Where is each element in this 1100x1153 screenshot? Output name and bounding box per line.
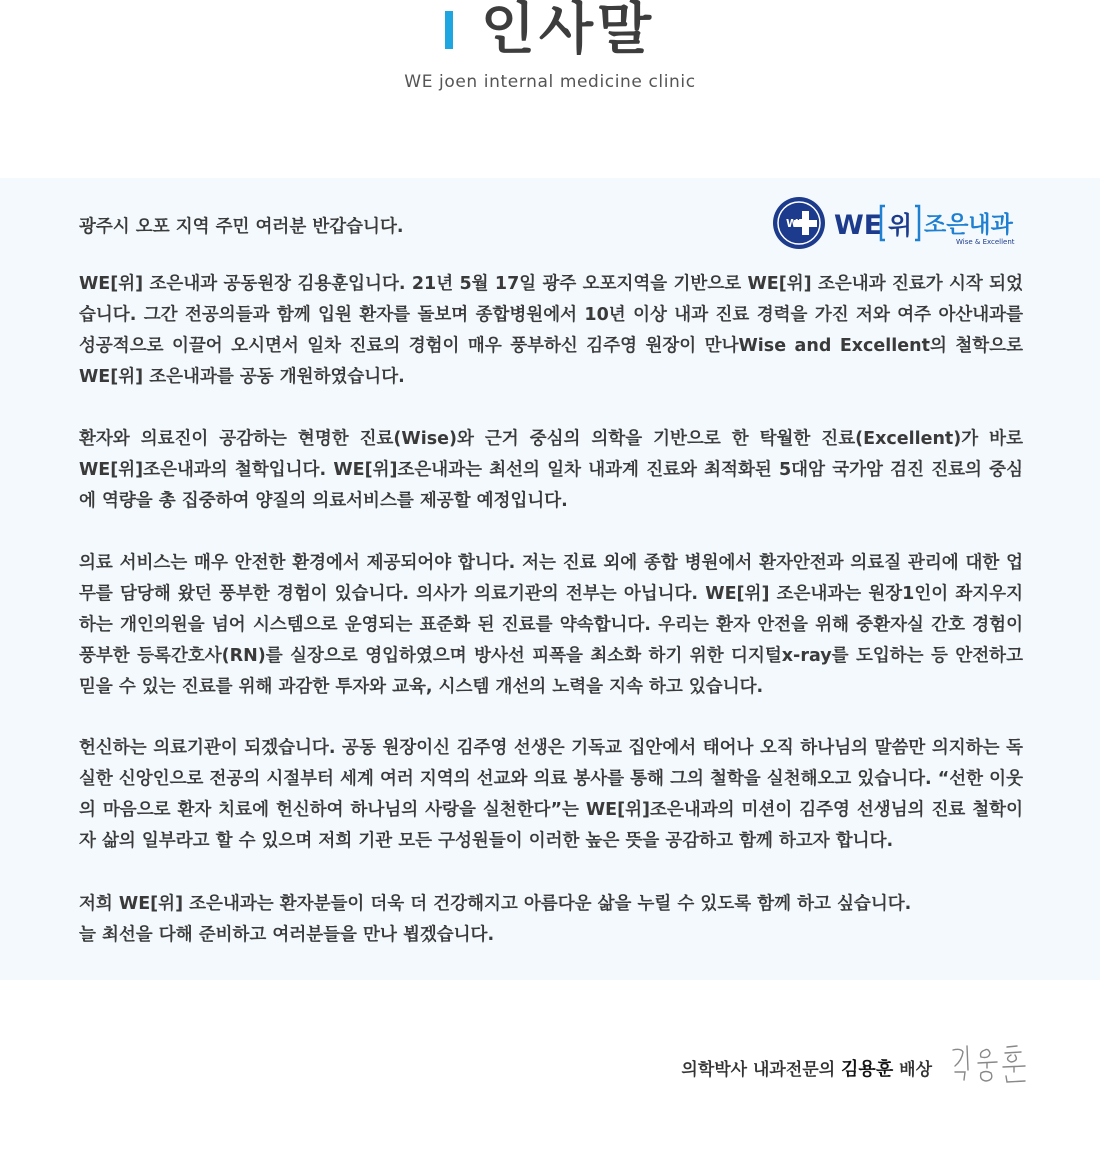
page-title-block — [445, 0, 655, 60]
signature-suffix: 배상 — [899, 1060, 932, 1080]
signature-text — [681, 1055, 932, 1081]
signature-prefix: 의학박사 내과전문의 — [681, 1060, 836, 1080]
logo-brand-wi: 위 — [888, 211, 913, 240]
closing-line-2: 늘 최선을 다해 준비하고 여러분들을 만나 뵙겠습니다. — [79, 925, 495, 945]
paragraph-intro: WE[위] 조은내과 공동원장 김용훈입니다. 21년 5월 17일 광주 오포지역을 기반으로 WE[위] 조은내과 진료가 시작 되었습니다. 그간 전공의들과 함께 입원 환자를 돌보며 종합병원에서 10년 이상 내과 진료 경력을 가진 저와 여주 아산내과를 성공적으로 이끌어 오시면서 일차 진료의 경험이 매우 풍부하신 김주영 원장이 만나Wise and Excellent의 철학으로 WE[위] 조은내과를 공동 개원하였습니다. — [79, 274, 1023, 387]
closing-line-1: 저희 WE[위] 조은내과는 환자분들이 더욱 더 건강해지고 아름다운 삶을 누릴 수 있도록 함께 하고 싶습니다. — [79, 894, 912, 914]
clinic-logo — [772, 194, 1024, 252]
page-title: 인사말 — [480, 0, 656, 62]
handwritten-signature — [945, 1040, 1030, 1085]
signature-name: 김용훈 — [841, 1059, 894, 1080]
logo-badge-text: WE — [786, 217, 806, 230]
page-header — [0, 0, 1100, 178]
page-subtitle: WE joen internal medicine clinic — [404, 72, 696, 92]
paragraph-philosophy: 환자와 의료진이 공감하는 현명한 진료(Wise)와 근거 중심의 의학을 기반으로 한 탁월한 진료(Excellent)가 바로 WE[위]조은내과의 철학입니다. WE[위]조은내과는 최선의 일차 내과계 진료와 최적화된 5대암 국가암 검진 진료의 중심에 역량을 총 집중하여 양질의 의료서비스를 제공할 예정입니다. — [79, 429, 1023, 511]
greeting-content — [0, 178, 1100, 980]
paragraph-mission: 헌신하는 의료기관이 되겠습니다. 공동 원장이신 김주영 선생은 기독교 집안에서 태어나 오직 하나님의 말씀만 의지하는 독실한 신앙인으로 전공의 시절부터 세계 여러 지역의 선교와 의료 봉사를 통해 그의 철학을 실천해오고 있습니다. “선한 이웃의 마음으로 환자 치료에 헌신하여 하나님의 사랑을 실천한다”는 WE[위]조은내과의 미션이 김주영 선생님의 진료 철학이자 삶의 일부라고 할 수 있으며 저희 기관 모든 구성원들이 이러한 높은 뜻을 공감하고 함께 하고자 합니다. — [79, 738, 1023, 851]
title-accent-bar — [445, 11, 453, 49]
title-wrap — [0, 0, 1100, 60]
logo-tagline: Wise & Excellent — [956, 238, 1015, 246]
greeting-line: 광주시 오포 지역 주민 여러분 반갑습니다. — [79, 217, 404, 237]
logo-brand-name: 조은내과 — [924, 212, 1013, 238]
logo-brand-we: WE — [834, 210, 883, 241]
paragraph-closing — [79, 889, 1023, 951]
signature-block — [0, 1040, 1100, 1090]
paragraph-safety: 의료 서비스는 매우 안전한 환경에서 제공되어야 합니다. 저는 진료 외에 종합 병원에서 환자안전과 의료질 관리에 대한 업무를 담당해 왔던 풍부한 경험이 있습니다. 의사가 의료기관의 전부는 아닙니다. WE[위] 조은내과는 원장1인이 좌지우지하는 개인의원을 넘어 시스템으로 운영되는 표준화 된 진료를 약속합니다. 우리는 환자 안전을 위해 중환자실 간호 경험이 풍부한 등록간호사(RN)를 실장으로 영입하였으며 방사선 피폭을 최소화 하기 위한 디지털x-ray를 도입하는 등 안전하고 믿을 수 있는 진료를 위해 과감한 투자와 교육, 시스템 개선의 노력을 지속 하고 있습니다. — [79, 553, 1023, 697]
